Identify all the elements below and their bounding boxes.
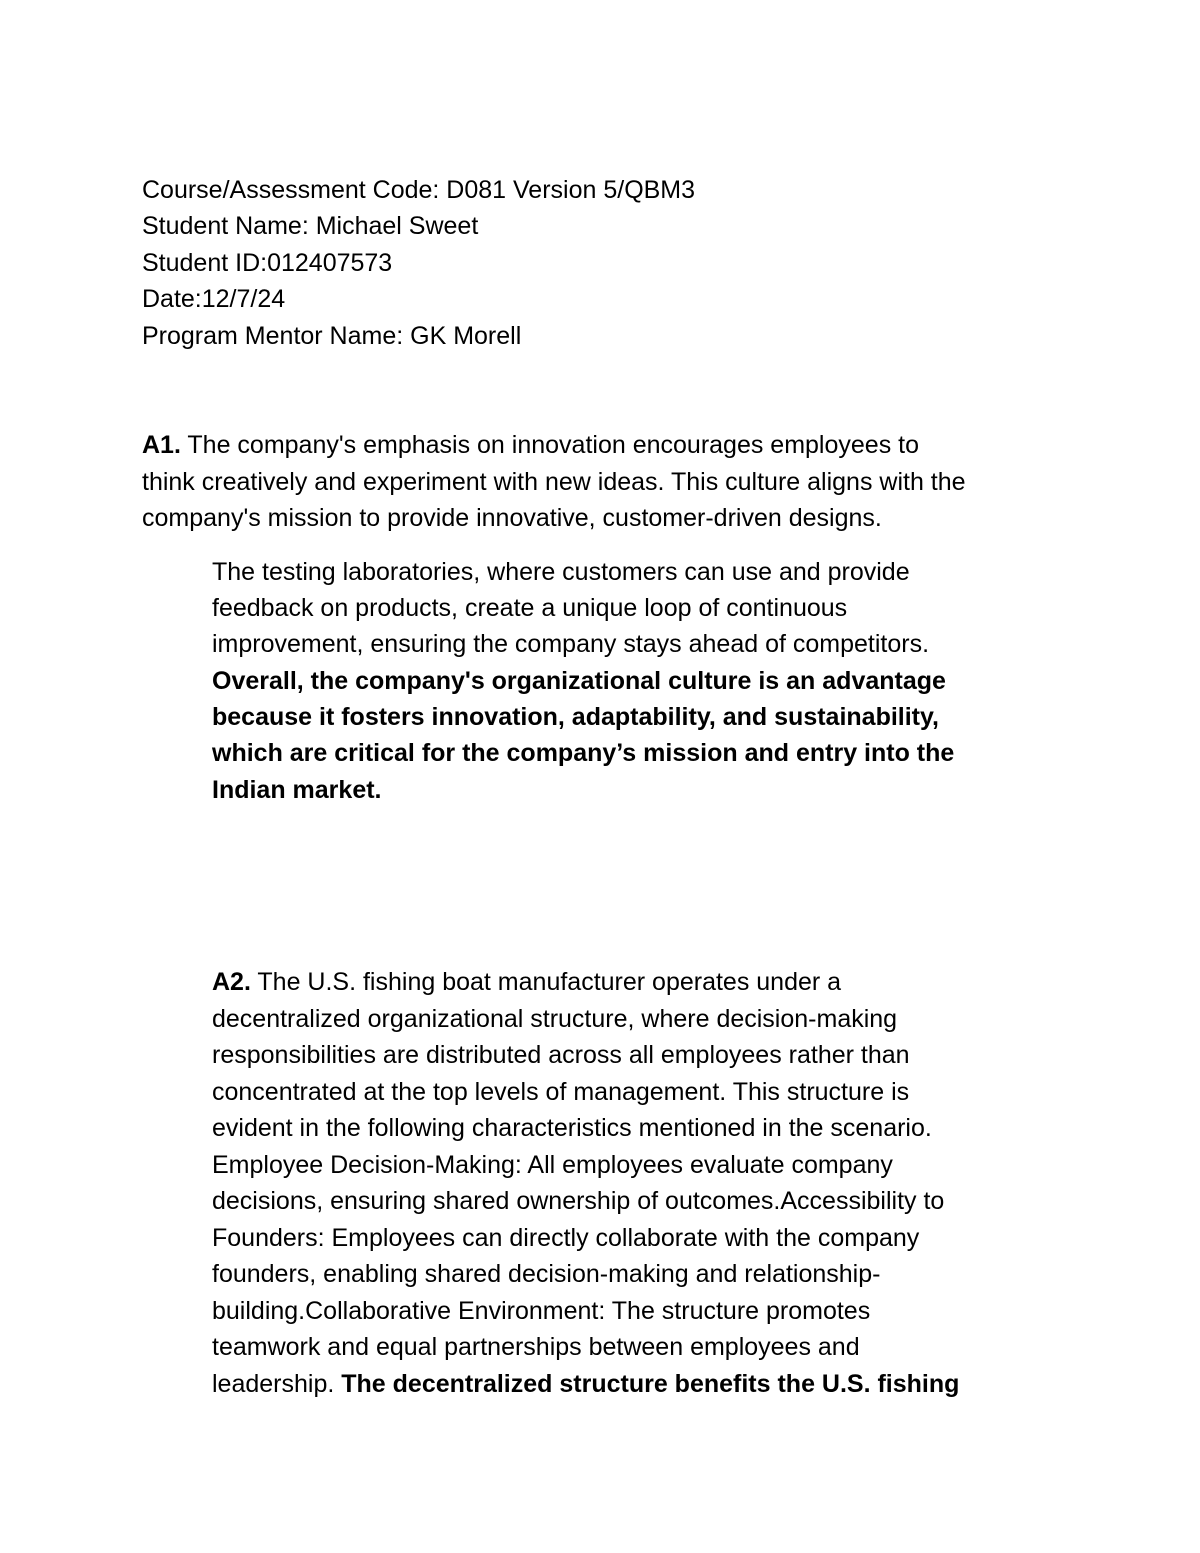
a2-line-3: responsibilities are distributed across all employees rather than: [212, 1041, 910, 1069]
a2-line-11: teamwork and equal partnerships between employees and: [212, 1333, 860, 1361]
a1-conclusion-text-3: which are critical for the company’s mission and entry into the: [212, 739, 955, 767]
a1-line-3: company's mission to provide innovative, customer-driven designs.: [142, 504, 882, 532]
a2-last-bold: The decentralized structure benefits the U.S. fishing: [341, 1370, 960, 1398]
a2-line-1: [212, 964, 841, 1000]
a2-line-12: [212, 1366, 959, 1402]
a1-conclusion-line-3: [212, 735, 954, 771]
a2-line-2: decentralized organizational structure, where decision-making: [212, 1005, 898, 1033]
a1-text: The company's emphasis on innovation encourages employees to: [180, 431, 919, 459]
a2-line-4: concentrated at the top levels of management. This structure is: [212, 1078, 910, 1106]
a1-label: A1.: [142, 431, 181, 459]
student-name: Student Name: Michael Sweet: [142, 212, 479, 240]
a2-text-1: The U.S. fishing boat manufacturer operates under a: [250, 968, 842, 996]
a2-line-10: building.Collaborative Environment: The structure promotes: [212, 1297, 871, 1325]
a1-conclusion-line-2: [212, 699, 939, 735]
a1-conclusion-text-1: Overall, the company's organizational culture is an advantage: [212, 667, 946, 695]
a2-line-5: evident in the following characteristics mentioned in the scenario.: [212, 1114, 932, 1142]
a1-line-1: [142, 427, 919, 463]
date: Date:12/7/24: [142, 285, 286, 313]
a2-line-7: decisions, ensuring shared ownership of outcomes.Accessibility to: [212, 1187, 945, 1215]
a2-line-6: Employee Decision-Making: All employees evaluate company: [212, 1151, 893, 1179]
a1-conclusion-line-4: [212, 772, 382, 808]
a1-para2-line-3: improvement, ensuring the company stays ahead of competitors.: [212, 630, 930, 658]
a1-para2-line-2: feedback on products, create a unique loop of continuous: [212, 594, 848, 622]
a2-last-plain: leadership.: [212, 1370, 342, 1398]
a1-conclusion-text-4: Indian market.: [212, 776, 382, 804]
a2-label: A2.: [212, 968, 251, 996]
a1-para2-line-1: The testing laboratories, where customers can use and provide: [212, 558, 910, 586]
a1-conclusion-line-1: [212, 663, 946, 699]
a1-line-2: think creatively and experiment with new ideas. This culture aligns with the: [142, 468, 966, 496]
student-id: Student ID:012407573: [142, 249, 393, 277]
program-mentor: Program Mentor Name: GK Morell: [142, 322, 522, 350]
a1-conclusion-text-2: because it fosters innovation, adaptability, and sustainability,: [212, 703, 940, 731]
a2-line-9: founders, enabling shared decision-making and relationship-: [212, 1260, 881, 1288]
a2-line-8: Founders: Employees can directly collaborate with the company: [212, 1224, 920, 1252]
course-code: Course/Assessment Code: D081 Version 5/QBM3: [142, 176, 696, 204]
